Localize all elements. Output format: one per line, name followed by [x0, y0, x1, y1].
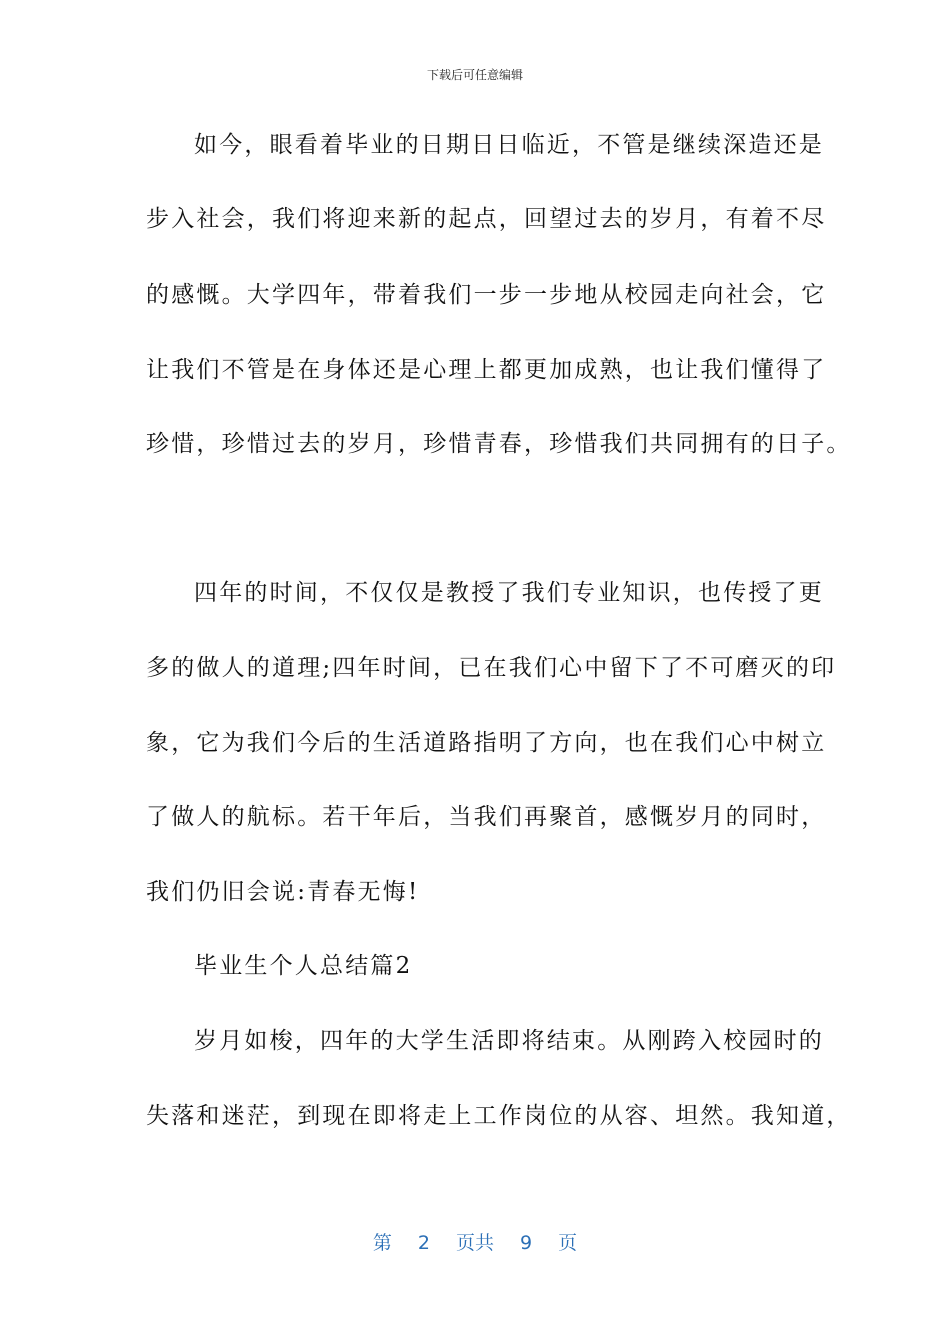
footer-middle: 页共 — [455, 1232, 494, 1254]
paragraph-1-line-5: 珍惜，珍惜过去的岁月，珍惜青春，珍惜我们共同拥有的日子。 — [146, 431, 852, 457]
section-heading: 毕业生个人总结篇2 — [194, 953, 413, 979]
paragraph-3-line-2: 失落和迷茫，到现在即将走上工作岗位的从容、坦然。我知道， — [146, 1103, 852, 1129]
paragraph-2-line-4: 了做人的航标。若干年后，当我们再聚首，感慨岁月的同时， — [146, 804, 827, 830]
paragraph-2-line-3: 象，它为我们今后的生活道路指明了方向，也在我们心中树立 — [146, 730, 827, 756]
paragraph-1-line-1: 如今，眼看着毕业的日期日日临近，不管是继续深造还是 — [194, 132, 824, 158]
page-header-note: 下载后可任意编辑 — [426, 68, 523, 82]
footer-current-page: 2 — [417, 1232, 430, 1254]
paragraph-1-line-2: 步入社会，我们将迎来新的起点，回望过去的岁月，有着不尽 — [146, 206, 827, 232]
footer-suffix: 页 — [558, 1232, 578, 1254]
paragraph-2-line-1: 四年的时间，不仅仅是教授了我们专业知识，也传授了更 — [194, 580, 824, 606]
paragraph-3-line-1: 岁月如梭，四年的大学生活即将结束。从刚跨入校园时的 — [194, 1028, 824, 1054]
paragraph-2-line-5: 我们仍旧会说:青春无悔! — [146, 879, 420, 905]
paragraph-1-line-4: 让我们不管是在身体还是心理上都更加成熟，也让我们懂得了 — [146, 357, 827, 383]
paragraph-2-line-2: 多的做人的道理;四年时间，已在我们心中留下了不可磨灭的印 — [146, 655, 837, 681]
page-footer — [0, 1228, 950, 1255]
footer-prefix: 第 — [372, 1232, 392, 1254]
paragraph-1-line-3: 的感慨。大学四年，带着我们一步一步地从校园走向社会，它 — [146, 282, 827, 308]
footer-total-pages: 9 — [520, 1232, 533, 1254]
